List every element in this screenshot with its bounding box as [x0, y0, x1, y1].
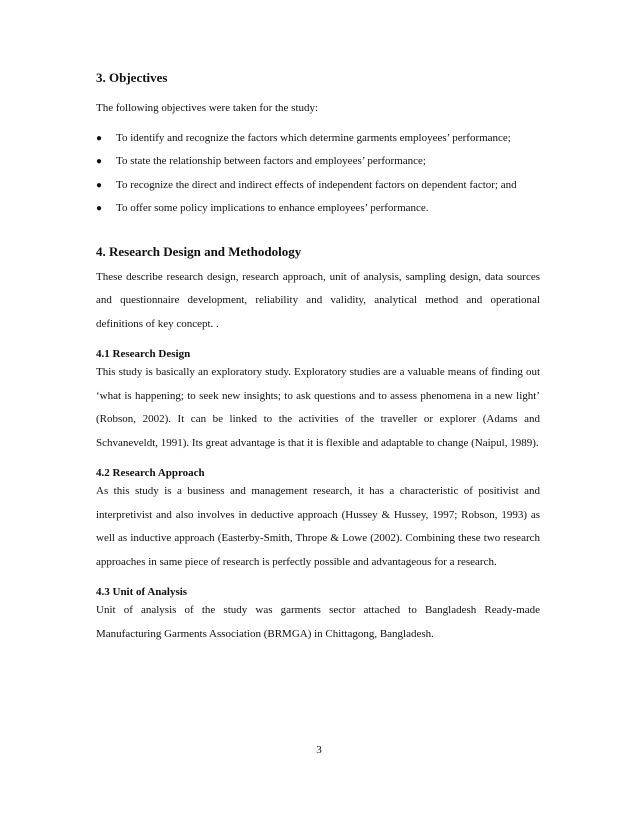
objective-text: To offer some policy implications to enhance employees’ performance.	[116, 202, 429, 214]
objective-item	[96, 174, 540, 198]
bullet-icon: ●	[96, 203, 103, 214]
objective-item	[96, 150, 540, 174]
bullet-icon: ●	[96, 156, 103, 167]
page-content	[96, 70, 540, 646]
objectives-list	[96, 127, 540, 221]
objective-item	[96, 127, 540, 151]
research-approach-heading: 4.2 Research Approach	[96, 467, 205, 479]
bullet-icon: ●	[96, 179, 103, 191]
unit-of-analysis-body: Unit of analysis of the study was garments sector attached to Bangladesh Ready-made Manufacturing Garments Association (BRMGA) in Chittagong, Bangladesh.	[96, 604, 540, 640]
unit-of-analysis-heading: 4.3 Unit of Analysis	[96, 586, 188, 598]
research-approach-body: As this study is a business and management research, it has a characteristic of positivist and interpretivist and also involves in deductive approach (Hussey & Hussey, 1997; Robson, 1993) as well as inductive approach (Easterby-Smith, Thrope & Lowe (2002). Combining these two research approaches in same piece of research is perfectly possible and advantageous for a research.	[96, 485, 540, 568]
objectives-intro: The following objectives were taken for the study:	[96, 102, 319, 114]
objective-text: To recognize the direct and indirect effects of independent factors on dependent factor; and	[116, 178, 517, 191]
research-design-heading: 4.1 Research Design	[96, 348, 191, 360]
methodology-heading: 4. Research Design and Methodology	[96, 243, 302, 259]
objective-item	[96, 197, 540, 221]
objective-text: To identify and recognize the factors which determine garments employees’ performance;	[116, 131, 511, 144]
methodology-intro: These describe research design, research approach, unit of analysis, sampling design, data sources and questionnaire development, reliability and validity, analytical method and operational definitions of key concept. .	[96, 270, 540, 330]
bullet-icon: ●	[96, 132, 103, 144]
page-number: 3	[316, 744, 322, 756]
objective-text: To state the relationship between factors and employees’ performance;	[116, 155, 426, 167]
research-design-body: This study is basically an exploratory study. Exploratory studies are a valuable means of finding out ‘what is happening; to seek new insights; to ask questions and to assess phenomena in a new light’ (Robson, 2002). It can be linked to the activities of the traveller or explorer (Adams and Schvaneveldt, 1991). Its great advantage is that it is flexible and adaptable to change (Naipul, 1989).	[96, 366, 540, 449]
objectives-heading: 3. Objectives	[96, 70, 168, 85]
